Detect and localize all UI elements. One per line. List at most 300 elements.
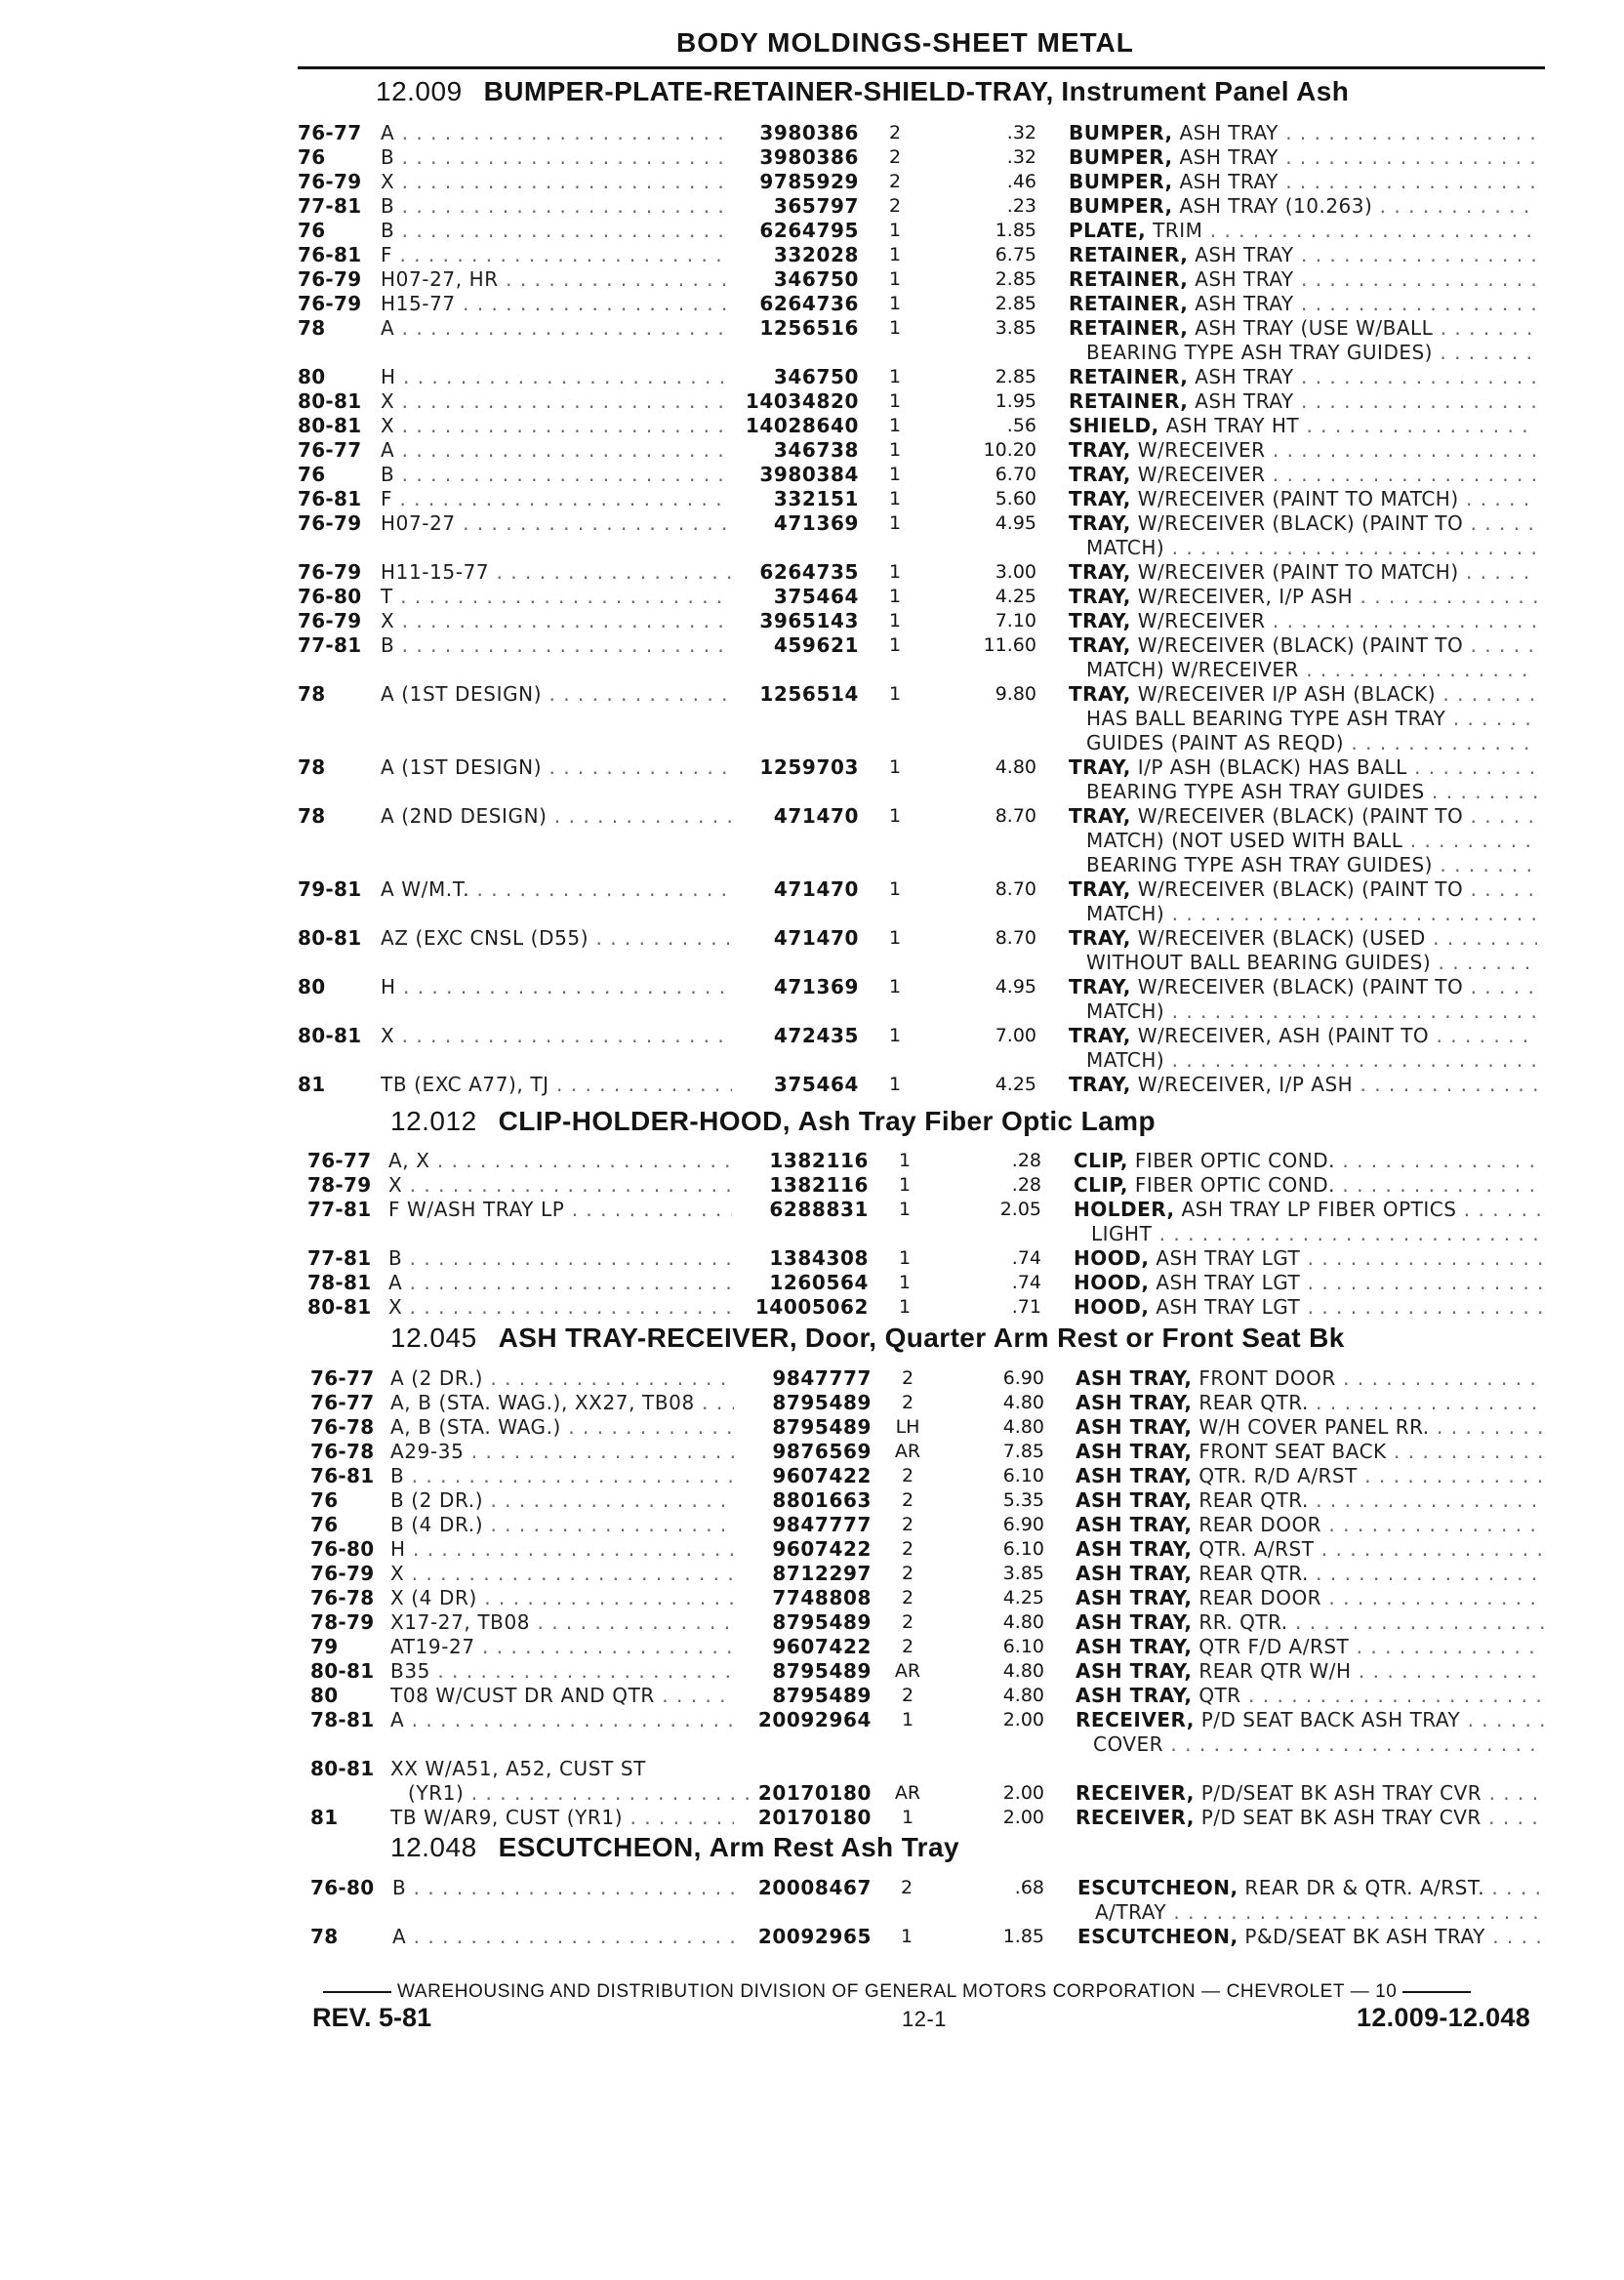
quantity: AR [894, 1441, 921, 1462]
part-description-text: ASH TRAY [1195, 365, 1294, 388]
part-row [0, 1149, 1624, 1173]
part-name: ASH TRAY, [1076, 1488, 1193, 1512]
footer-rule-left [323, 1991, 391, 1993]
model-year: 76 [298, 219, 326, 242]
part-description [1076, 1415, 1544, 1440]
model-applicability: B . . . [392, 1876, 734, 1900]
quantity: 1 [888, 561, 902, 583]
price: 7.10 [995, 610, 1036, 631]
part-name: ASH TRAY, [1076, 1635, 1193, 1658]
section-description: Door, Quarter Arm Rest or Front Seat Bk [804, 1323, 1345, 1353]
part-description-text: ASH TRAY [1195, 243, 1294, 266]
part-description-continued: MATCH) . . . [1086, 902, 1537, 926]
part-description [1076, 1708, 1544, 1732]
section-name: ASH TRAY-RECEIVER, [498, 1323, 798, 1353]
model-applicability: B35 . . . [390, 1659, 734, 1684]
model-year: 76 [310, 1513, 339, 1536]
part-row [0, 1173, 1624, 1198]
part-description-continued: MATCH) . . . [1086, 999, 1537, 1024]
part-number: 471369 [773, 511, 859, 535]
part-description [1069, 1024, 1537, 1048]
part-description-text: P&D/SEAT BK ASH TRAY [1244, 1925, 1485, 1948]
model-year: 79-81 [298, 877, 362, 901]
model-year: 76-77 [298, 438, 362, 462]
part-description-text: ASH TRAY LP FIBER OPTICS [1181, 1198, 1457, 1221]
price: 6.70 [995, 464, 1036, 485]
part-row [0, 1562, 1624, 1586]
part-number: 472435 [773, 1024, 859, 1047]
part-description [1069, 585, 1537, 609]
price: .74 [1011, 1247, 1041, 1269]
part-number: 1382116 [769, 1149, 869, 1172]
part-row [0, 1925, 1624, 1949]
price: 4.80 [1002, 1660, 1044, 1682]
quantity: 1 [888, 683, 902, 705]
model-applicability: A . . . [388, 1271, 732, 1295]
part-description-text: ASH TRAY (10.263) [1179, 194, 1373, 218]
part-description-continued: MATCH) W/RECEIVER . . . [1086, 658, 1537, 682]
part-description [1069, 755, 1537, 780]
part-description [1069, 121, 1537, 145]
section-heading [390, 1106, 1156, 1137]
model-year: 76-79 [310, 1562, 375, 1585]
part-name: TRAY, [1069, 511, 1131, 535]
part-name: CLIP, [1074, 1149, 1128, 1172]
model-year: 76-80 [310, 1537, 375, 1561]
part-description [1076, 1586, 1544, 1610]
part-number: 20170180 [757, 1781, 872, 1805]
quantity: 2 [901, 1392, 914, 1413]
part-name: ESCUTCHEON, [1077, 1925, 1238, 1948]
part-description-text: REAR QTR. [1198, 1391, 1309, 1414]
quantity: 1 [888, 976, 902, 998]
part-description-continued: BEARING TYPE ASH TRAY GUIDES) . . . [1086, 341, 1537, 365]
part-number: 346750 [773, 365, 859, 388]
part-number: 9847777 [772, 1513, 872, 1536]
price: .32 [1006, 122, 1036, 143]
model-applicability: B . . . [390, 1464, 734, 1488]
part-description-text: FIBER OPTIC COND. [1134, 1173, 1335, 1197]
part-description-text: REAR DOOR [1198, 1513, 1322, 1536]
part-number: 346738 [773, 438, 859, 462]
part-description-text: ASH TRAY HT [1165, 414, 1300, 437]
part-name: TRAY, [1069, 877, 1131, 901]
part-description-continued: A/TRAY . . . [1095, 1900, 1546, 1925]
model-applicability: A, B (STA. WAG.), XX27, TB08 . . . [390, 1391, 734, 1415]
part-number: 471470 [773, 877, 859, 901]
part-description-text: W/RECEIVER [1137, 463, 1266, 486]
part-description-text: ASH TRAY LGT [1156, 1246, 1301, 1270]
quantity: AR [894, 1660, 921, 1682]
part-name: ASH TRAY, [1076, 1537, 1193, 1561]
quantity: 2 [901, 1587, 914, 1608]
price: 3.85 [1002, 1563, 1044, 1584]
model-applicability: (YR1) . . . [390, 1781, 751, 1806]
quantity: 1 [901, 1709, 914, 1730]
part-description-text: REAR QTR. [1198, 1488, 1309, 1512]
part-description-continued: BEARING TYPE ASH TRAY GUIDES) . . . [1086, 853, 1537, 877]
part-number: 471369 [773, 975, 859, 998]
model-applicability: X17-27, TB08 . . . [390, 1610, 734, 1635]
price: 1.85 [1002, 1926, 1044, 1947]
part-number: 1256514 [759, 682, 859, 706]
part-number: 1259703 [759, 755, 859, 779]
quantity: 1 [888, 927, 902, 949]
part-description-continued: LIGHT . . . [1091, 1222, 1542, 1246]
model-applicability: X . . . [388, 1173, 732, 1198]
part-row [0, 1708, 1624, 1757]
model-year: 76-79 [298, 170, 362, 193]
part-number: 7748808 [772, 1586, 872, 1609]
part-description [1069, 243, 1537, 267]
part-number: 3980386 [759, 145, 859, 169]
part-description [1069, 633, 1537, 658]
part-number: 8801663 [772, 1488, 872, 1512]
model-applicability: B (2 DR.) . . . [390, 1488, 734, 1513]
model-year: 76 [298, 145, 326, 169]
quantity: 1 [901, 1807, 914, 1828]
part-name: HOOD, [1074, 1295, 1150, 1319]
part-name: TRAY, [1069, 926, 1131, 950]
page-header: BODY MOLDINGS-SHEET METAL [676, 27, 1134, 58]
part-description [1069, 438, 1537, 463]
part-number: 8795489 [772, 1391, 872, 1414]
part-row [0, 1659, 1624, 1684]
part-name: TRAY, [1069, 438, 1131, 462]
part-row [0, 194, 1624, 219]
part-description-continued: WITHOUT BALL BEARING GUIDES) . . . [1086, 951, 1537, 975]
part-description [1069, 145, 1537, 170]
footer-division-line [317, 1981, 1477, 2003]
part-description-text: W/RECEIVER, I/P ASH [1137, 1073, 1354, 1096]
quantity: 1 [888, 756, 902, 778]
part-number: 9876569 [772, 1440, 872, 1463]
part-row [0, 145, 1624, 170]
part-name: HOOD, [1074, 1246, 1150, 1270]
part-number: 9785929 [759, 170, 859, 193]
part-name: RETAINER, [1069, 243, 1189, 266]
part-number: 471470 [773, 926, 859, 950]
part-name: RECEIVER, [1076, 1806, 1195, 1829]
part-row [0, 365, 1624, 389]
model-year: 78-81 [307, 1271, 372, 1294]
model-applicability: H07-27 . . . [381, 511, 732, 536]
part-description-continued: GUIDES (PAINT AS REQD) . . . [1086, 731, 1537, 755]
model-applicability: B . . . [381, 194, 732, 219]
part-row [0, 633, 1624, 682]
model-year: 76-79 [298, 292, 362, 315]
part-description-continued: BEARING TYPE ASH TRAY GUIDES . . . [1086, 780, 1537, 804]
part-name: TRAY, [1069, 1073, 1131, 1096]
part-description [1076, 1464, 1544, 1488]
section-number: 12.045 [390, 1323, 477, 1353]
model-applicability: A . . . [381, 438, 732, 463]
model-year: 78-81 [310, 1708, 375, 1731]
model-year: 78 [298, 755, 326, 779]
price: 2.00 [1002, 1782, 1044, 1804]
part-name: TRAY, [1069, 560, 1131, 584]
part-name: TRAY, [1069, 804, 1131, 828]
model-year: 77-81 [298, 194, 362, 218]
model-applicability: X . . . [381, 1024, 732, 1048]
quantity: 1 [888, 586, 902, 607]
part-number: 459621 [773, 633, 859, 657]
model-year: 80-81 [310, 1757, 375, 1780]
model-year: 80 [298, 365, 326, 388]
model-year: 76-79 [298, 267, 362, 291]
part-description [1069, 1073, 1537, 1097]
price: .68 [1014, 1877, 1044, 1898]
price: 7.00 [995, 1025, 1036, 1046]
price: 4.80 [1002, 1685, 1044, 1706]
part-row [0, 463, 1624, 487]
price: 2.05 [999, 1199, 1041, 1220]
model-applicability: B . . . [381, 219, 732, 243]
quantity: 1 [888, 805, 902, 827]
part-description [1069, 682, 1537, 707]
part-description-text: W/RECEIVER (BLACK) (PAINT TO [1137, 975, 1464, 998]
part-name: ASH TRAY, [1076, 1659, 1193, 1683]
part-description [1069, 463, 1537, 487]
quantity: 1 [888, 610, 902, 631]
part-row [0, 170, 1624, 194]
part-description [1076, 1684, 1544, 1708]
part-description [1069, 414, 1537, 438]
part-description-text: ASH TRAY [1195, 292, 1294, 315]
part-name: ASH TRAY, [1076, 1366, 1193, 1390]
part-description [1069, 365, 1537, 389]
model-year: 80 [310, 1684, 339, 1707]
part-description-text: QTR. R/D A/RST [1198, 1464, 1358, 1487]
part-description-text: FRONT DOOR [1198, 1366, 1336, 1390]
part-name: PLATE, [1069, 219, 1147, 242]
model-applicability: A29-35 . . . [390, 1440, 734, 1464]
model-year: 76-79 [298, 560, 362, 584]
price: .28 [1011, 1174, 1041, 1196]
footer-revision: REV. 5-81 [312, 2003, 432, 2032]
quantity: 2 [901, 1367, 914, 1389]
part-description-text: W/RECEIVER (BLACK) (PAINT TO [1137, 804, 1464, 828]
part-description [1069, 975, 1537, 999]
part-description-text: ASH TRAY LGT [1156, 1295, 1301, 1319]
part-row [0, 1806, 1624, 1830]
quantity: 1 [898, 1247, 912, 1269]
model-applicability: F W/ASH TRAY LP . . . [388, 1198, 732, 1222]
part-name: BUMPER, [1069, 121, 1173, 144]
part-row [0, 560, 1624, 585]
model-year: 80-81 [310, 1659, 375, 1683]
part-number: 8795489 [772, 1610, 872, 1634]
part-row [0, 1024, 1624, 1073]
section-heading [390, 1323, 1345, 1354]
price: 8.70 [995, 878, 1036, 900]
model-year: 78 [298, 682, 326, 706]
part-description [1069, 267, 1537, 292]
part-description [1069, 560, 1537, 585]
part-row [0, 219, 1624, 243]
model-applicability: A . . . [392, 1925, 734, 1949]
model-applicability: H . . . [381, 975, 732, 999]
part-row [0, 414, 1624, 438]
part-description [1069, 219, 1537, 243]
part-row [0, 316, 1624, 365]
footer-rule-right [1402, 1991, 1471, 1993]
part-description [1076, 1391, 1544, 1415]
part-name: RECEIVER, [1076, 1781, 1195, 1805]
part-name: TRAY, [1069, 585, 1131, 608]
part-description [1069, 170, 1537, 194]
part-number: 375464 [773, 1073, 859, 1096]
model-applicability: H . . . [381, 365, 732, 389]
model-year: 76 [298, 463, 326, 486]
price: 3.85 [995, 317, 1036, 339]
model-applicability: TB W/AR9, CUST (YR1) . . . [390, 1806, 734, 1830]
model-year: 76-81 [298, 487, 362, 510]
part-name: RETAINER, [1069, 316, 1189, 340]
price: .46 [1006, 171, 1036, 192]
part-name: TRAY, [1069, 633, 1131, 657]
part-name: BUMPER, [1069, 145, 1173, 169]
model-year: 76-78 [310, 1415, 375, 1439]
model-applicability: A, B (STA. WAG.) . . . [390, 1415, 734, 1440]
part-name: RETAINER, [1069, 389, 1189, 413]
part-description-text: P/D SEAT BK ASH TRAY CVR [1200, 1806, 1482, 1829]
part-description [1069, 389, 1537, 414]
quantity: 2 [901, 1514, 914, 1535]
model-applicability: TB (EXC A77), TJ . . . [381, 1073, 732, 1097]
part-number: 1256516 [759, 316, 859, 340]
price: 6.90 [1002, 1367, 1044, 1389]
part-description [1069, 609, 1537, 633]
price: 8.70 [995, 805, 1036, 827]
model-applicability: A (2 DR.) . . . [390, 1366, 734, 1391]
part-number: 20092964 [757, 1708, 872, 1731]
price: 1.85 [995, 220, 1036, 241]
part-description [1076, 1562, 1544, 1586]
section-description: Instrument Panel Ash [1061, 76, 1350, 106]
part-row [0, 1513, 1624, 1537]
part-description-text: P/D/SEAT BK ASH TRAY CVR [1200, 1781, 1482, 1805]
part-row [0, 1586, 1624, 1610]
part-number: 346750 [773, 267, 859, 291]
part-row [0, 438, 1624, 463]
part-row [0, 1488, 1624, 1513]
model-applicability: AT19-27 . . . [390, 1635, 734, 1659]
model-applicability: A . . . [381, 316, 732, 341]
part-row [0, 1464, 1624, 1488]
part-number: 14034820 [745, 389, 859, 413]
part-description-text: TRIM [1153, 219, 1203, 242]
model-applicability: H15-77 . . . [381, 292, 732, 316]
price: .56 [1006, 415, 1036, 436]
part-description-text: ASH TRAY LGT [1156, 1271, 1301, 1294]
part-number: 1382116 [769, 1173, 869, 1197]
part-name: ASH TRAY, [1076, 1562, 1193, 1585]
quantity: 2 [888, 122, 902, 143]
model-applicability: T08 W/CUST DR AND QTR . . . [390, 1684, 734, 1708]
quantity: 1 [898, 1150, 912, 1171]
model-applicability: X . . . [381, 170, 732, 194]
model-year: 81 [310, 1806, 339, 1829]
part-row [0, 1684, 1624, 1708]
part-name: RECEIVER, [1076, 1708, 1195, 1731]
part-description-text: ASH TRAY (USE W/BALL [1195, 316, 1434, 340]
price: 5.60 [995, 488, 1036, 509]
price: 6.75 [995, 244, 1036, 265]
part-row [0, 1246, 1624, 1271]
part-number: 3965143 [759, 609, 859, 632]
part-number: 8795489 [772, 1659, 872, 1683]
part-number: 20170180 [757, 1806, 872, 1829]
part-number: 332028 [773, 243, 859, 266]
part-name: RETAINER, [1069, 292, 1189, 315]
quantity: 2 [901, 1611, 914, 1633]
part-number: 471470 [773, 804, 859, 828]
part-description-text: W/RECEIVER (PAINT TO MATCH) [1137, 560, 1459, 584]
part-description [1074, 1295, 1542, 1320]
part-name: SHIELD, [1069, 414, 1159, 437]
part-description-text: FRONT SEAT BACK [1198, 1440, 1387, 1463]
part-name: TRAY, [1069, 487, 1131, 510]
model-year: 77-81 [307, 1198, 372, 1221]
part-name: TRAY, [1069, 1024, 1131, 1047]
model-year: 78 [298, 316, 326, 340]
part-row [0, 1073, 1624, 1097]
price: 4.80 [1002, 1416, 1044, 1438]
part-description-continued: MATCH) . . . [1086, 1048, 1537, 1073]
model-applicability: A (1ST DESIGN) . . . [381, 755, 732, 780]
part-description [1069, 316, 1537, 341]
part-number: 6264795 [759, 219, 859, 242]
model-applicability: A W/M.T. . . . [381, 877, 732, 902]
part-name: ASH TRAY, [1076, 1415, 1193, 1439]
part-description [1076, 1781, 1544, 1806]
section-heading [376, 76, 1349, 107]
part-number: 14005062 [754, 1295, 869, 1319]
price: 6.10 [1002, 1465, 1044, 1486]
price: 9.80 [995, 683, 1036, 705]
model-applicability: H07-27, HR . . . [381, 267, 732, 292]
part-description [1077, 1876, 1546, 1900]
price: 2.85 [995, 366, 1036, 387]
price: .23 [1006, 195, 1036, 217]
part-number: 6264735 [759, 560, 859, 584]
quantity: 1 [888, 220, 902, 241]
model-year: 76-78 [310, 1586, 375, 1609]
model-year: 76-79 [298, 609, 362, 632]
part-row [0, 755, 1624, 804]
part-description-text: QTR. A/RST [1198, 1537, 1315, 1561]
price: 4.25 [995, 586, 1036, 607]
model-year: 76 [310, 1488, 339, 1512]
part-description-text: FIBER OPTIC COND. [1134, 1149, 1335, 1172]
model-year: 76-77 [298, 121, 362, 144]
price: 4.25 [995, 1074, 1036, 1095]
part-description-text: W/RECEIVER (BLACK) (PAINT TO [1137, 511, 1464, 535]
price: 10.20 [983, 439, 1036, 461]
price: 4.95 [995, 512, 1036, 534]
part-description-continued: HAS BALL BEARING TYPE ASH TRAY . . . [1086, 707, 1537, 731]
model-applicability: X (4 DR) . . . [390, 1586, 734, 1610]
footer-group-range: 12.009-12.048 [1357, 2003, 1531, 2032]
model-applicability: A (1ST DESIGN) . . . [381, 682, 732, 707]
part-row [0, 292, 1624, 316]
part-row [0, 804, 1624, 877]
part-description [1076, 1488, 1544, 1513]
model-year: 76-80 [298, 585, 362, 608]
price: .28 [1011, 1150, 1041, 1171]
part-description-text: W/RECEIVER (BLACK) (PAINT TO [1137, 877, 1464, 901]
